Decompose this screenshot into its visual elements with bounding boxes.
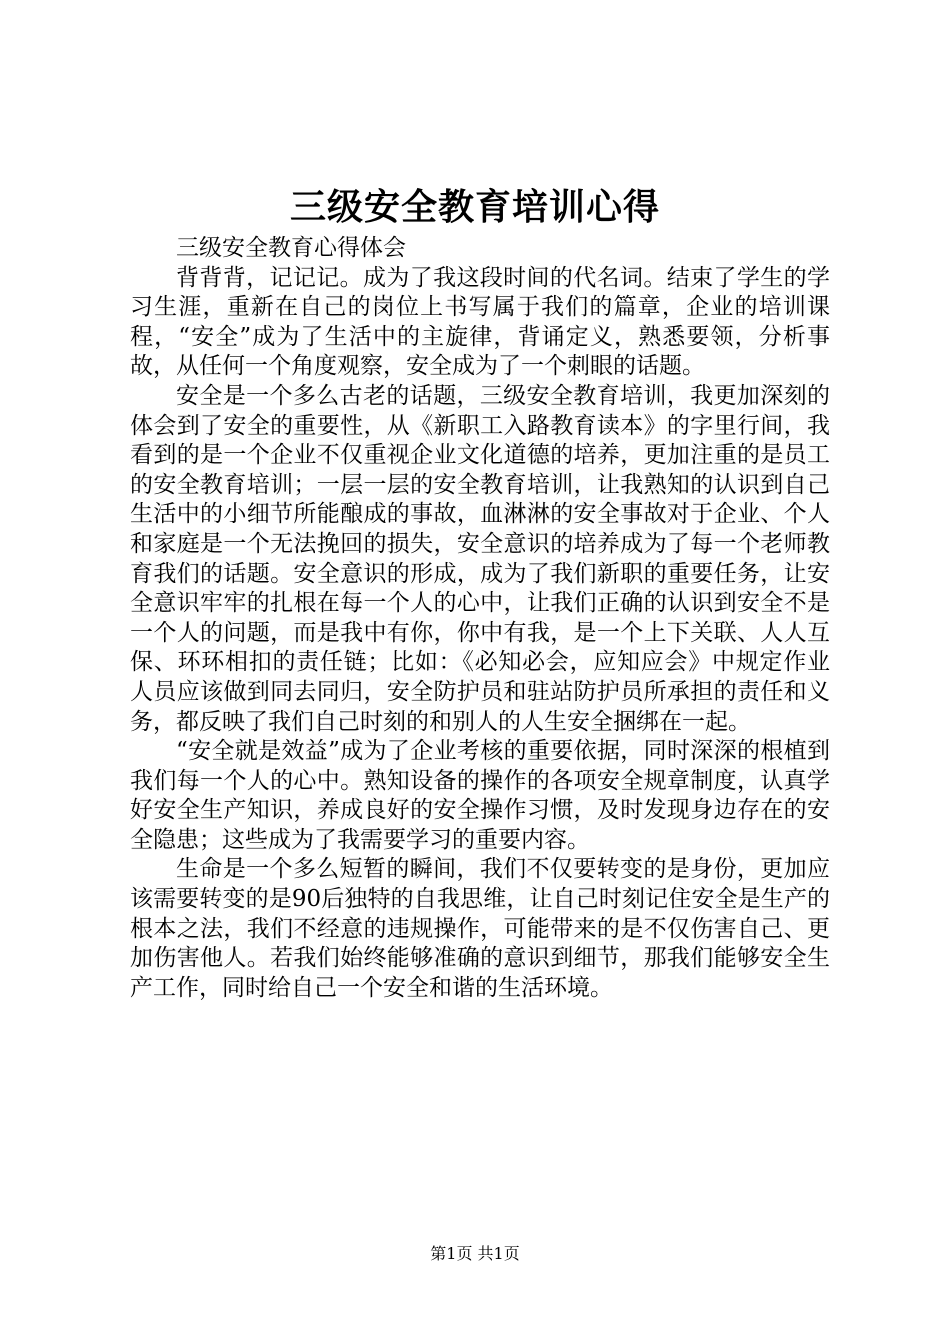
page-number-footer: 第1页 共1页 [430, 1244, 520, 1263]
document-title: 三级安全教育培训心得 [289, 186, 660, 228]
document-subtitle: 三级安全教育心得体会 [176, 235, 406, 261]
paragraph-4: 生命是一个多么短暂的瞬间，我们不仅要转变的是身份，更加应该需要转变的是90后独特的自我思维，让自己时刻记住安全是生产的根本之法，我们不经意的违规操作，可能带来的是不仅伤害自己、更加伤害他人。若我们始终能够准确的意识到细节，那我们能够安全生产工作，同时给自己一个安全和谐的生活环境。 [130, 856, 830, 1001]
paragraph-2: 安全是一个多么古老的话题，三级安全教育培训，我更加深刻的体会到了安全的重要性，从《新职工入路教育读本》的字里行间，我看到的是一个企业不仅重视企业文化道德的培养，更加注重的是员工的安全教育培训；一层一层的安全教育培训，让我熟知的认识到自己生活中的小细节所能酿成的事故，血淋淋的安全事故对于企业、个人和家庭是一个无法挽回的损失，安全意识的培养成为了每一个老师教育我们的话题。安全意识的形成，成为了我们新职的重要任务，让安全意识牢牢的扎根在每一个人的心中，让我们正确的认识到安全不是一个人的问题，而是我中有你，你中有我，是一个上下关联、人人互保、环环相扣的责任链；比如：《必知必会，应知应会》中规定作业人员应该做到同去同归，安全防护员和驻站防护员所承担的责任和义务，都反映了我们自己时刻的和别人的人生安全捆绑在一起。 [130, 382, 830, 735]
paragraph-3: “安全就是效益”成为了企业考核的重要依据，同时深深的根植到我们每一个人的心中。熟知设备的操作的各项安全规章制度，认真学好安全生产知识，养成良好的安全操作习惯，及时发现身边存在的安全隐患；这些成为了我需要学习的重要内容。 [130, 738, 830, 853]
document-body [130, 234, 830, 1003]
paragraph-1: 背背背，记记记。成为了我这段时间的代名词。结束了学生的学习生涯，重新在自己的岗位上书写属于我们的篇章，企业的培训课程，“安全”成为了生活中的主旋律，背诵定义，熟悉要领，分析事故，从任何一个角度观察，安全成为了一个刺眼的话题。 [130, 264, 830, 380]
